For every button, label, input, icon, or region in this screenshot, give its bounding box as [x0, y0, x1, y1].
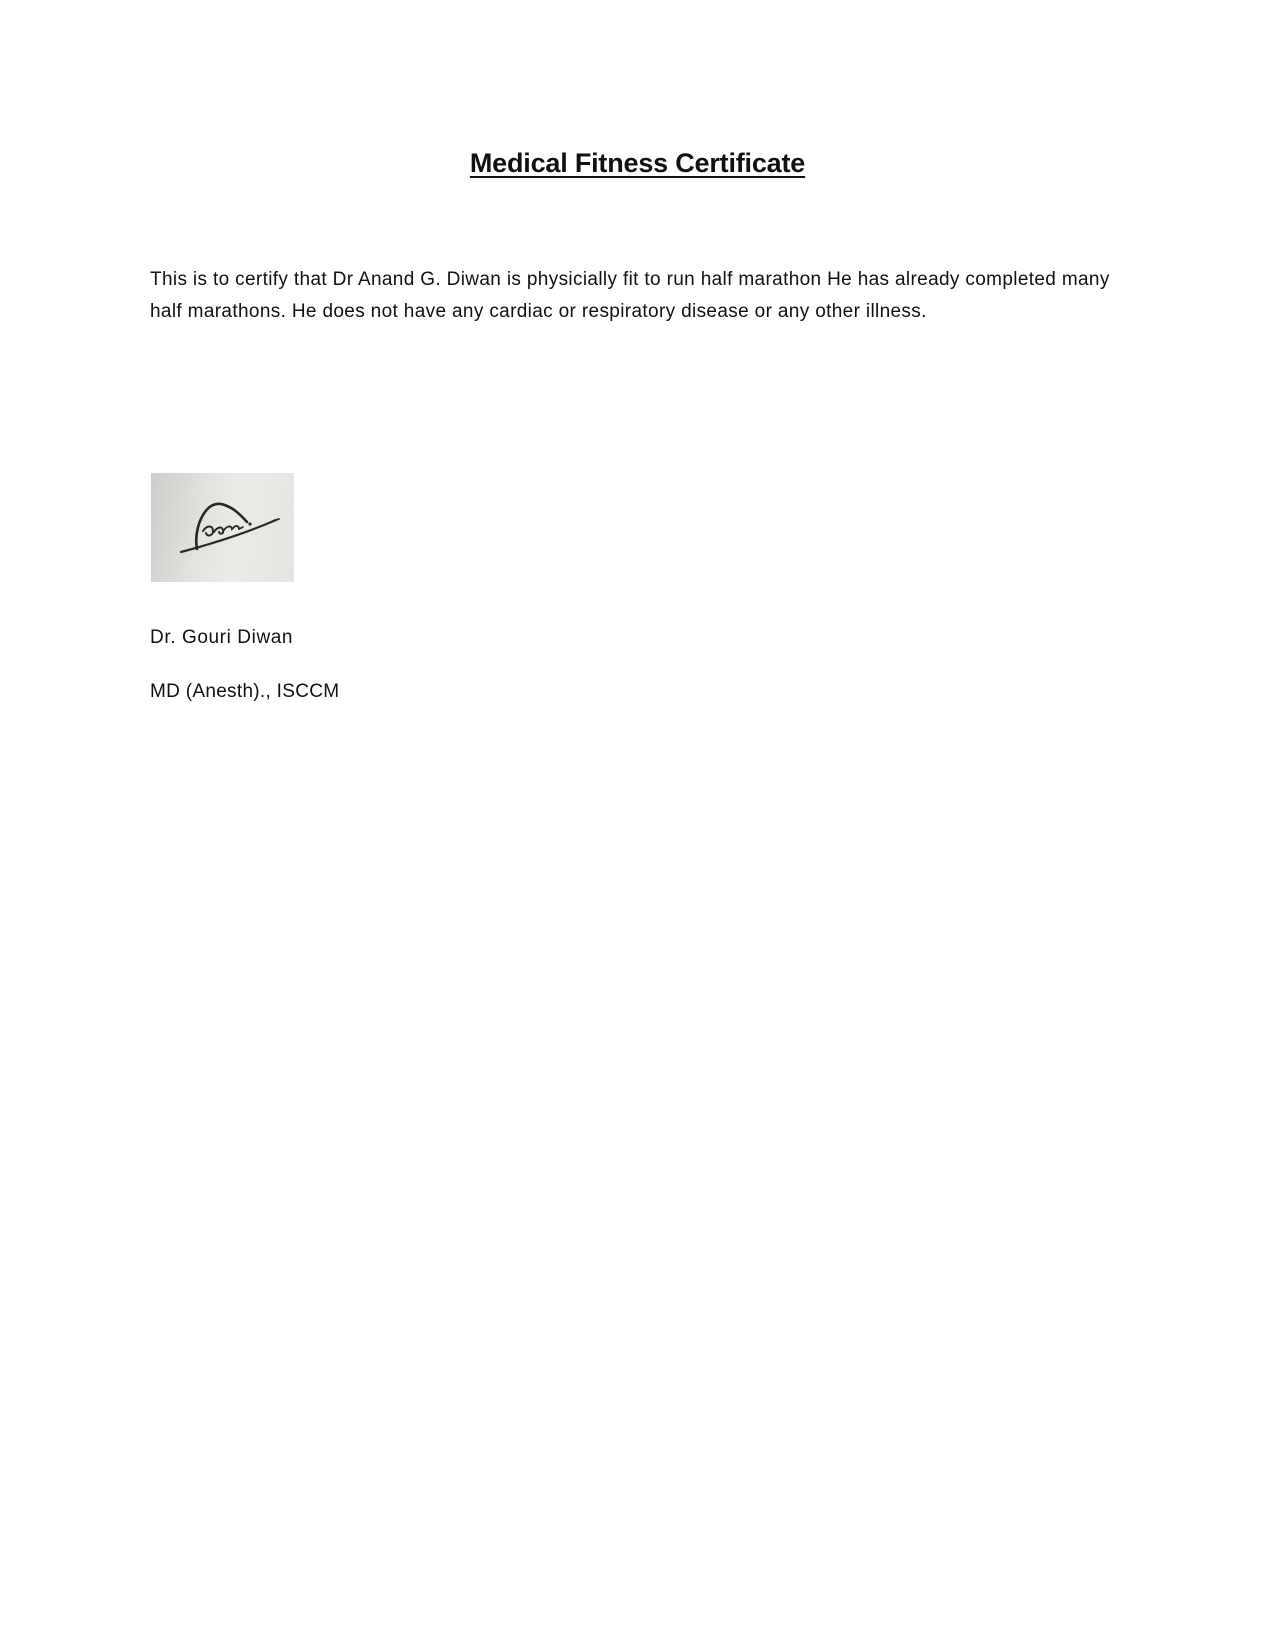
certificate-title: Medical Fitness Certificate — [469, 148, 806, 178]
signature-image — [151, 473, 294, 582]
signer-credentials: MD (Anesth)., ISCCM — [150, 681, 340, 702]
certificate-body-text: This is to certify that Dr Anand G. Diwan is physicially fit to run half marathon He has already completed many half marathons. He does not have any cardiac or respiratory disease or any other illness. — [150, 269, 1110, 322]
signature-icon — [151, 473, 294, 582]
signer-name: Dr. Gouri Diwan — [150, 627, 294, 648]
